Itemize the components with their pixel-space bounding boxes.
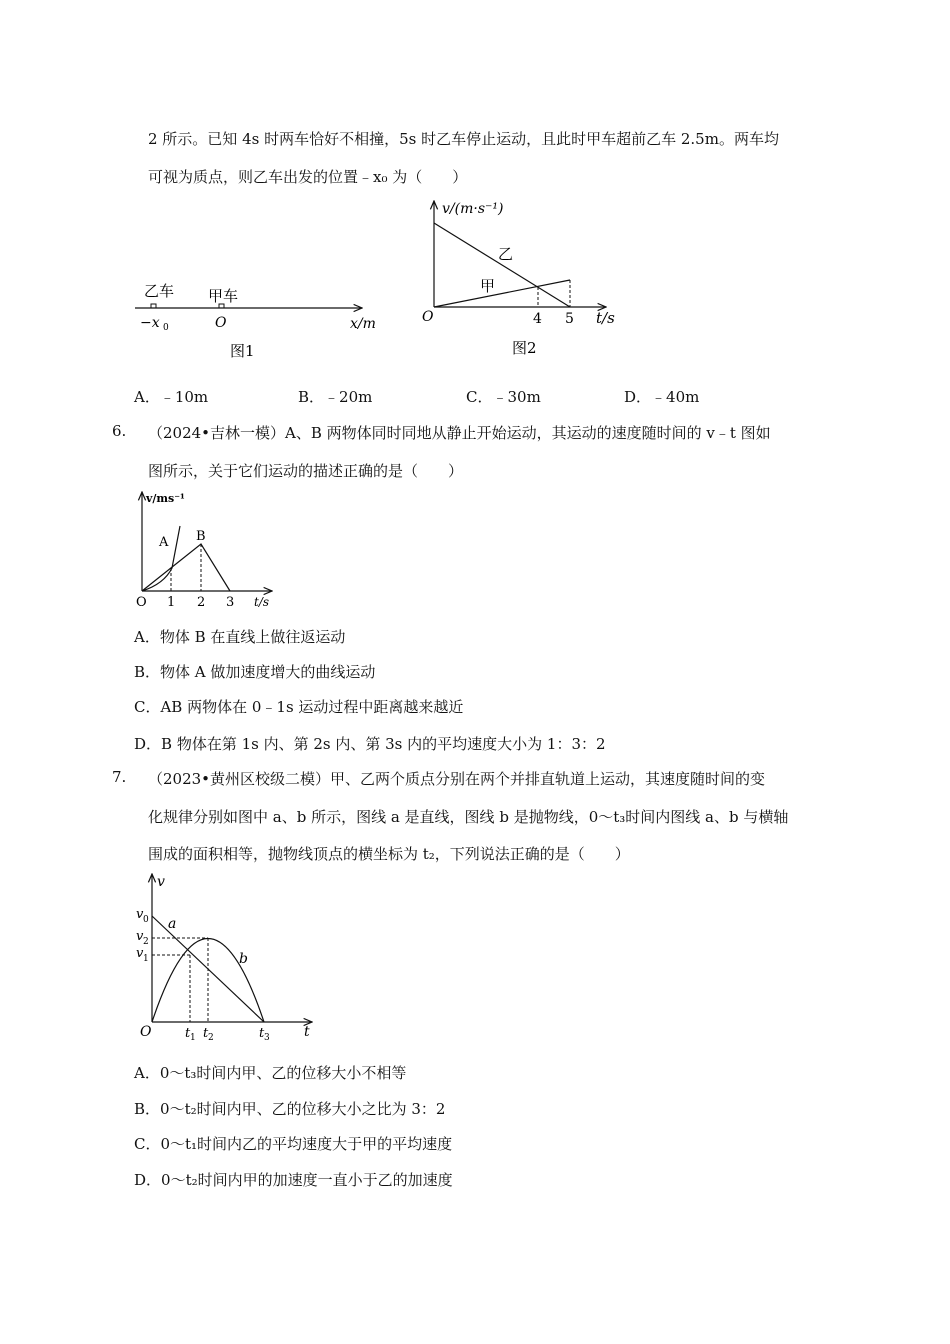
q7-option-c[interactable]: C．0～t₁时间内乙的平均速度大于甲的平均速度: [134, 1135, 453, 1153]
q5-option-c[interactable]: C．﹣30m: [466, 388, 541, 406]
q6-option-c[interactable]: C．AB 两物体在 0﹣1s 运动过程中距离越来越近: [134, 698, 464, 716]
line-a-label: a: [168, 916, 177, 932]
jia-line: [434, 280, 570, 307]
v1-sub: 1: [143, 954, 149, 964]
q5-text-line2: 可视为质点，则乙车出发的位置﹣x₀ 为（ ）: [148, 168, 468, 186]
t1-label: t: [185, 1026, 191, 1041]
t3-label: t: [259, 1026, 265, 1041]
jia-label: 甲: [480, 277, 496, 295]
q6-t3: 3: [226, 595, 235, 610]
fig2-t4: 4: [533, 311, 542, 327]
q6-x-label: t/s: [254, 595, 270, 609]
yi-line: [434, 223, 570, 307]
q7-y-label: v: [157, 874, 165, 890]
v1-label: v: [136, 946, 144, 961]
fig1-caption: 图1: [230, 342, 255, 360]
v2-sub: 2: [143, 937, 149, 947]
q6-t2: 2: [197, 595, 206, 610]
line-b: [142, 544, 230, 591]
car-yi-label: 乙车: [144, 282, 175, 300]
v2-label: v: [136, 929, 144, 944]
q5-option-d[interactable]: D．﹣40m: [624, 388, 700, 406]
car-yi-marker: [151, 304, 156, 308]
q6-option-b[interactable]: B．物体 A 做加速度增大的曲线运动: [134, 663, 376, 681]
q5-figure-2: [420, 195, 630, 365]
q7-text-line1: （2023•黄州区校级二模）甲、乙两个质点分别在两个并排直轨道上运动，其速度随时间的变: [148, 770, 766, 788]
v0-label: v: [136, 907, 144, 922]
q6-label-a: A: [159, 535, 169, 550]
fig1-axis-label: x/m: [350, 316, 376, 332]
t1-sub: 1: [190, 1033, 196, 1043]
q7-option-a[interactable]: A．0～t₃时间内甲、乙的位移大小不相等: [134, 1064, 407, 1082]
q7-x-label: t: [304, 1024, 310, 1040]
fig1-origin: O: [215, 315, 227, 331]
q6-option-d[interactable]: D．B 物体在第 1s 内、第 2s 内、第 3s 内的平均速度大小为 1：3：2: [134, 735, 606, 753]
q6-option-a[interactable]: A．物体 B 在直线上做往返运动: [134, 628, 346, 646]
yi-label: 乙: [498, 245, 514, 263]
parabola-b-label: b: [239, 951, 248, 967]
q7-option-b[interactable]: B．0～t₂时间内甲、乙的位移大小之比为 3：2: [134, 1100, 446, 1118]
q5-option-a[interactable]: A．﹣10m: [134, 388, 209, 406]
q5-text-line1: 2 所示。已知 4s 时两车恰好不相撞，5s 时乙车停止运动，且此时甲车超前乙车 2.5m。两车均: [148, 130, 779, 148]
q6-number: 6.: [112, 422, 127, 440]
q7-number: 7.: [112, 768, 127, 786]
q6-label-b: B: [196, 529, 206, 544]
q6-text-line1: （2024•吉林一模）A、B 两物体同时同地从静止开始运动，其运动的速度随时间的 v﹣t 图如: [148, 424, 771, 442]
v0-sub: 0: [143, 915, 149, 925]
t3-sub: 3: [264, 1033, 270, 1043]
q6-y-label: v/ms⁻¹: [146, 492, 185, 505]
t2-label: t: [203, 1026, 209, 1041]
q7-option-d[interactable]: D．0～t₂时间内甲的加速度一直小于乙的加速度: [134, 1171, 453, 1189]
neg-x0-label: −x: [140, 315, 160, 331]
fig2-caption: 图2: [512, 339, 537, 357]
q6-t1: 1: [167, 595, 176, 610]
q7-text-line3: 围成的面积相等，抛物线顶点的横坐标为 t₂，下列说法正确的是（ ）: [148, 845, 630, 863]
fig2-y-label: v/(m·s⁻¹): [442, 201, 504, 217]
q6-vt-graph: [130, 486, 280, 614]
q5-figure-1: [130, 280, 390, 365]
q6-text-line2: 图所示，关于它们运动的描述正确的是（ ）: [148, 462, 464, 480]
q7-vt-graph: [134, 870, 324, 1043]
fig2-t5: 5: [565, 311, 574, 327]
neg-x0-sub: 0: [163, 323, 169, 333]
q7-text-line2: 化规律分别如图中 a、b 所示，图线 a 是直线，图线 b 是抛物线，0～t₃时间内图线 a、b 与横轴: [148, 808, 789, 826]
fig2-x-label: t/s: [596, 309, 615, 327]
q6-origin: O: [136, 595, 147, 610]
q7-origin: O: [140, 1024, 152, 1040]
fig2-origin: O: [422, 309, 434, 325]
t2-sub: 2: [208, 1033, 214, 1043]
car-jia-label: 甲车: [208, 287, 239, 305]
q5-option-b[interactable]: B．﹣20m: [298, 388, 373, 406]
